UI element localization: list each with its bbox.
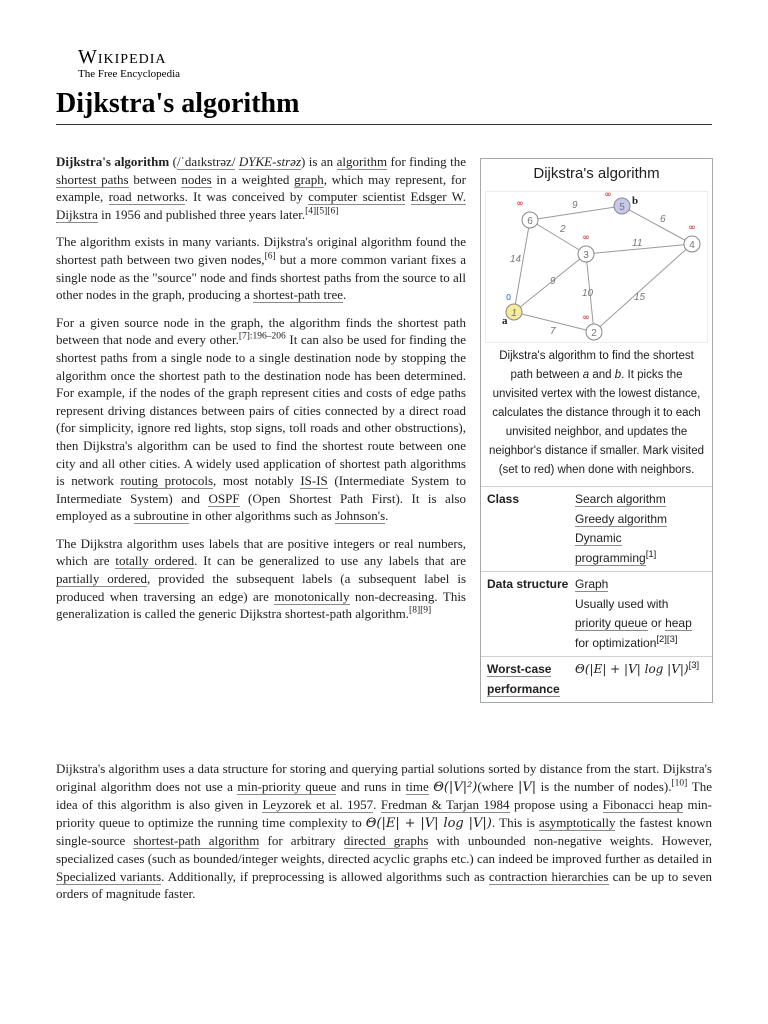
- row-label: Class: [487, 492, 520, 506]
- link-leyzorek[interactable]: Leyzorek et al. 1957: [262, 797, 374, 813]
- link-ospf[interactable]: OSPF: [208, 490, 240, 506]
- text: . It can be generalized to use any labels that are: [194, 553, 466, 569]
- link-graph[interactable]: graph: [294, 171, 324, 187]
- link-contraction-hierarchies[interactable]: contraction hierarchies: [488, 868, 609, 884]
- node-5-label: 5: [619, 202, 625, 213]
- label-a: a: [502, 315, 508, 327]
- dist-6: ∞: [516, 199, 524, 209]
- weight-2-4: 15: [634, 292, 646, 303]
- text: ): [301, 154, 306, 169]
- weight-6-1: 14: [510, 254, 522, 265]
- link-routing-protocols[interactable]: routing protocols: [120, 473, 214, 489]
- math-complexity: Θ(|E| + |V| log |V|): [575, 662, 689, 676]
- link-nodes[interactable]: nodes: [181, 171, 212, 187]
- infobox-title: Dijkstra's algorithm: [481, 159, 712, 191]
- text: min-priority queue to optimize the running time complexity to: [56, 797, 713, 830]
- text: a: [582, 369, 590, 381]
- link-shortest-paths[interactable]: shortest paths: [56, 171, 129, 187]
- graph-diagram: [486, 192, 707, 342]
- weight-1-2: 7: [550, 326, 556, 337]
- text: (: [169, 154, 177, 169]
- citation-ref[interactable]: [3]: [688, 660, 700, 671]
- link-edsger-dijkstra[interactable]: Edsger W. Dijkstra: [56, 189, 466, 222]
- row-label: [487, 660, 575, 699]
- dist-4: ∞: [688, 223, 696, 233]
- graph-animation-image[interactable]: [485, 191, 708, 343]
- text: for optimization: [575, 635, 657, 650]
- text: . This is: [491, 814, 539, 830]
- text: It can also be used for finding the shortest paths from a single node to a single destination node by stopping the algorithm once the shortest path to the destination node has been determined. For example, if the nodes of the graph represent cities and costs of edge paths represent driving distances between pairs of cities connected by a direct road (for simplicity, ignore red lights, stop signs, toll roads and other obstructions), then Dijkstra's algorithm can be used to find the shortest route between one city and all other cities. A widely used application of shortest path algorithms is network: [56, 332, 466, 489]
- link-specialized-variants[interactable]: Specialized variants: [56, 868, 162, 884]
- text: and runs in: [336, 778, 406, 794]
- weight-5-4: 6: [660, 214, 666, 225]
- link-shortest-path-algorithm[interactable]: shortest-path algorithm: [133, 833, 260, 849]
- text: , which may represent, for example,: [56, 171, 467, 205]
- text: between: [128, 171, 182, 187]
- text: .: [385, 508, 389, 524]
- text: in a weighted: [211, 171, 295, 187]
- row-value: [575, 575, 706, 653]
- row-value: [575, 490, 706, 568]
- link-computer-scientist[interactable]: computer scientist: [308, 189, 406, 205]
- citation-ref[interactable]: [8][9]: [409, 605, 432, 616]
- text: with unbounded non-negative weights. However, specialized cases (such as bounded/integer weights, directed acyclic graphs etc.) can indeed be improved further as detailed in: [56, 833, 712, 866]
- text: the fastest known single-source: [56, 814, 712, 849]
- full-width-paragraph: [56, 760, 712, 913]
- ipa-link[interactable]: /ˈdaɪkstrəz/: [176, 154, 236, 169]
- text: non-decreasing. This generalization is called the generic Dijkstra shortest-path algorithm.: [56, 588, 466, 622]
- respelling-link[interactable]: DYKE-strəz: [238, 154, 302, 169]
- link-priority-queue[interactable]: priority queue: [575, 616, 648, 630]
- text: The algorithm exists in many variants. Dijkstra's original algorithm found the shortest path between two given nodes,: [56, 234, 466, 267]
- citation-ref[interactable]: [6]: [264, 251, 276, 262]
- dist-2: ∞: [582, 313, 590, 323]
- edge-6-1: [514, 220, 530, 312]
- link-dynamic-programming[interactable]: Dynamic programming: [575, 531, 646, 565]
- text: in 1956 and published three years later.: [97, 206, 306, 222]
- infobox-caption: [481, 343, 712, 486]
- dist-5: ∞: [604, 192, 612, 200]
- bold-term: Dijkstra's algorithm: [56, 154, 170, 169]
- weight-3-4: 11: [632, 238, 643, 249]
- intro-column: [56, 153, 466, 633]
- text: but a more common variant fixes a single node as the "source" node and finds shortest paths from the source to all other nodes in the graph, producing a: [56, 251, 466, 303]
- text: .: [373, 797, 381, 813]
- node-2-label: 2: [591, 328, 597, 339]
- text: can be up to seven orders of magnitude faster.: [56, 868, 712, 902]
- page-title: Dijkstra's algorithm: [56, 86, 712, 125]
- text: for finding the: [387, 154, 466, 169]
- dist-3: ∞: [582, 233, 590, 243]
- infobox: [480, 158, 713, 703]
- link-fibonacci-heap[interactable]: Fibonacci heap: [602, 797, 683, 813]
- link-min-priority-queue[interactable]: min-priority queue: [237, 778, 337, 794]
- weight-3-2: 10: [582, 288, 594, 299]
- text: Usually used with: [575, 596, 669, 611]
- weight-1-3: 9: [550, 276, 556, 287]
- link-totally-ordered[interactable]: totally ordered: [115, 553, 195, 569]
- infobox-row-data-structure: [481, 571, 712, 656]
- citation-ref[interactable]: [10]: [671, 778, 688, 789]
- row-label: Data structure: [487, 577, 569, 591]
- text: . It was conceived by: [184, 189, 309, 205]
- math-theta-e-v-logv: Θ(|E| + |V| log |V|): [365, 815, 492, 831]
- node-4-label: 4: [689, 240, 695, 251]
- link-johnsons[interactable]: Johnson's: [335, 508, 386, 524]
- infobox-row-worst-case: [481, 656, 712, 702]
- text: is an: [305, 154, 337, 169]
- link-fredman-tarjan[interactable]: Fredman & Tarjan 1984: [380, 797, 510, 813]
- text: The Dijkstra algorithm uses labels that are positive integers or real numbers, which are: [56, 535, 466, 569]
- paragraph-4: [56, 535, 466, 623]
- citation-ref[interactable]: [7]:196–206: [238, 332, 286, 343]
- logo-wordmark: Wikipedia: [78, 46, 167, 68]
- text: Dijkstra's algorithm to find the shortest path between: [499, 350, 694, 381]
- text: and: [589, 369, 615, 381]
- text: . It picks the unvisited vertex with the lowest distance, calculates the distance through it to each unvisited neighbor, and updates the neighbor's distance if smaller. Mark visited (set to red) when done with neighbors.: [488, 369, 705, 476]
- text: (Intermediate System to Intermediate System) and: [56, 473, 466, 506]
- link-algorithm[interactable]: algorithm: [336, 154, 388, 169]
- text: (where: [477, 778, 518, 794]
- link-graph-ds[interactable]: Graph: [575, 577, 609, 591]
- link-time[interactable]: time: [405, 778, 429, 794]
- link-partially-ordered[interactable]: partially ordered: [56, 571, 147, 587]
- text: or: [647, 616, 666, 630]
- text: in other algorithms such as: [188, 508, 336, 524]
- infobox-row-class: [481, 486, 712, 571]
- logo-tagline: The Free Encyclopedia: [78, 68, 181, 80]
- weight-6-5: 9: [572, 200, 578, 211]
- text: (Open Shortest Path First). It is also employed as a: [56, 490, 466, 524]
- link-monotonically[interactable]: monotonically: [274, 588, 350, 604]
- text: Dijkstra's algorithm uses a data structure for storing and querying partial solutions sorted by distance from the start. Dijkstra's original algorithm does not use a: [56, 761, 712, 794]
- text: For a given source node in the graph, the algorithm finds the shortest path between that node and every other.: [56, 314, 466, 348]
- node-1-label: 1: [511, 308, 517, 319]
- link-is-is[interactable]: IS-IS: [300, 473, 328, 489]
- node-6-label: 6: [527, 216, 533, 227]
- wikipedia-logo[interactable]: [78, 46, 180, 81]
- math-theta-v2: Θ(|V|²): [433, 779, 478, 795]
- link-directed-graphs[interactable]: directed graphs: [343, 833, 429, 849]
- edge-6-3: [530, 220, 586, 254]
- text: , most notably: [213, 473, 301, 489]
- citation-ref[interactable]: [2][3]: [656, 633, 678, 645]
- paragraph-5: [56, 760, 712, 903]
- text: b: [614, 369, 622, 381]
- link-worst-case-performance[interactable]: Worst-case performance: [487, 662, 560, 696]
- paragraph-1: [56, 153, 466, 223]
- link-greedy-algorithm[interactable]: Greedy algorithm: [575, 511, 668, 526]
- link-road-networks[interactable]: road networks: [108, 189, 185, 205]
- weight-6-3: 2: [560, 224, 566, 235]
- text: propose using a: [509, 797, 603, 813]
- link-asymptotically[interactable]: asymptotically: [538, 814, 616, 830]
- link-shortest-path-tree[interactable]: shortest-path tree: [253, 287, 344, 303]
- text: , provided the subsequent labels (a subsequent label is produced when traversing an edge) are: [56, 571, 467, 604]
- edge-2-4: [594, 244, 692, 332]
- text: for arbitrary: [259, 833, 344, 849]
- link-search-algorithm[interactable]: Search algorithm: [575, 492, 666, 506]
- text: . Additionally, if preprocessing is allowed algorithms such as: [161, 868, 489, 884]
- dist-1: 0: [506, 293, 512, 302]
- row-value: [575, 660, 706, 699]
- text: is the number of nodes).: [536, 778, 672, 794]
- label-b: b: [632, 195, 639, 207]
- text: .: [343, 287, 347, 303]
- math-v: |V|: [517, 779, 537, 795]
- paragraph-2: [56, 233, 466, 303]
- citation-ref[interactable]: [1]: [645, 548, 657, 560]
- text: The idea of this algorithm is also given in: [56, 778, 712, 813]
- node-3-label: 3: [583, 250, 589, 261]
- paragraph-3: [56, 314, 466, 525]
- citation-ref[interactable]: [4][5][6]: [305, 206, 339, 217]
- text: [405, 189, 410, 204]
- link-heap[interactable]: heap: [665, 616, 692, 630]
- link-subroutine[interactable]: subroutine: [133, 508, 189, 524]
